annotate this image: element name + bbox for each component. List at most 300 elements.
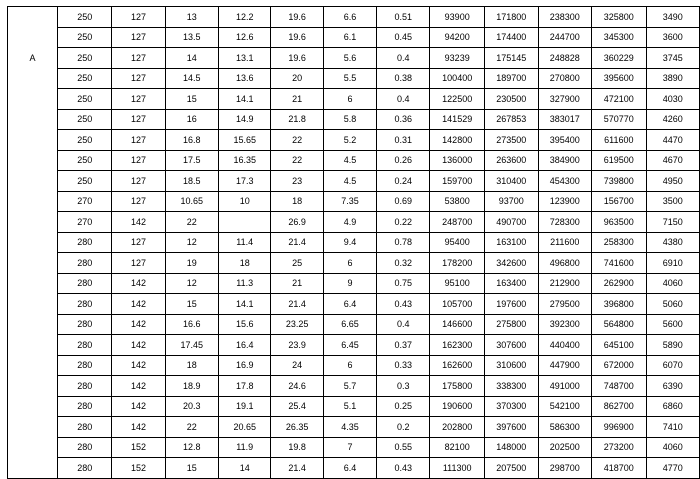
table-cell: 20.3: [165, 396, 218, 417]
group-label-cell: [8, 376, 58, 397]
table-cell: 280: [58, 314, 112, 335]
table-cell: 273200: [592, 437, 647, 458]
table-cell: 298700: [538, 458, 592, 479]
table-cell: 619500: [592, 150, 647, 171]
table-cell: 24.6: [271, 376, 323, 397]
table-row: [8, 212, 700, 233]
table-cell: 23: [271, 171, 323, 192]
table-cell: 127: [112, 232, 165, 253]
table-cell: 4.9: [323, 212, 376, 233]
table-cell: 270: [58, 212, 112, 233]
table-cell: 496800: [538, 253, 592, 274]
table-cell: 127: [112, 171, 165, 192]
table-cell: 570770: [592, 109, 647, 130]
group-label-cell: [8, 355, 58, 376]
table-cell: 24: [271, 355, 323, 376]
table-row: [8, 294, 700, 315]
table-cell: 148000: [484, 437, 538, 458]
table-cell: 23.9: [271, 335, 323, 356]
group-label-cell: [8, 191, 58, 212]
table-cell: 22: [271, 150, 323, 171]
table-cell: 175145: [484, 48, 538, 69]
table-cell: 564800: [592, 314, 647, 335]
table-cell: 93700: [484, 191, 538, 212]
table-cell: 273500: [484, 130, 538, 151]
table-cell: 395600: [592, 68, 647, 89]
table-cell: 280: [58, 376, 112, 397]
table-cell: 4030: [646, 89, 699, 110]
table-cell: 6910: [646, 253, 699, 274]
table-cell: 6860: [646, 396, 699, 417]
table-cell: 728300: [538, 212, 592, 233]
table-row: [8, 89, 700, 110]
table-cell: 5.8: [323, 109, 376, 130]
table-cell: 6.1: [323, 27, 376, 48]
group-label-cell: [8, 458, 58, 479]
group-label-cell: [8, 68, 58, 89]
table-cell: 15: [165, 89, 218, 110]
table-cell: 250: [58, 109, 112, 130]
table-cell: 127: [112, 191, 165, 212]
table-row: [8, 458, 700, 479]
table-cell: 16.6: [165, 314, 218, 335]
table-cell: 739800: [592, 171, 647, 192]
table-cell: 327900: [538, 89, 592, 110]
table-cell: 22: [271, 130, 323, 151]
table-cell: 3490: [646, 7, 699, 28]
table-cell: 275800: [484, 314, 538, 335]
table-cell: 6.4: [323, 294, 376, 315]
table-cell: 26.9: [271, 212, 323, 233]
table-cell: 6390: [646, 376, 699, 397]
table-cell: 248700: [430, 212, 485, 233]
table-cell: 4260: [646, 109, 699, 130]
table-cell: 152: [112, 437, 165, 458]
table-cell: 0.33: [377, 355, 430, 376]
table-cell: 15: [165, 294, 218, 315]
table-cell: 862700: [592, 396, 647, 417]
table-cell: 244700: [538, 27, 592, 48]
table-cell: 127: [112, 48, 165, 69]
table-cell: 174400: [484, 27, 538, 48]
table-cell: 19.6: [271, 27, 323, 48]
table-cell: 307600: [484, 335, 538, 356]
table-cell: 0.32: [377, 253, 430, 274]
table-cell: 4380: [646, 232, 699, 253]
table-cell: 142: [112, 417, 165, 438]
table-cell: 21: [271, 273, 323, 294]
table-cell: 542100: [538, 396, 592, 417]
table-cell: 310600: [484, 355, 538, 376]
table-cell: 0.75: [377, 273, 430, 294]
table-cell: 162300: [430, 335, 485, 356]
table-cell: 0.24: [377, 171, 430, 192]
table-row: [8, 150, 700, 171]
table-cell: 7410: [646, 417, 699, 438]
table-cell: 342600: [484, 253, 538, 274]
table-cell: 142: [112, 294, 165, 315]
table-cell: 4670: [646, 150, 699, 171]
table-cell: 6070: [646, 355, 699, 376]
table-cell: 142: [112, 396, 165, 417]
table-cell: 175800: [430, 376, 485, 397]
table-cell: 20.65: [219, 417, 271, 438]
table-row: [8, 355, 700, 376]
table-cell: 238300: [538, 7, 592, 28]
table-cell: 146600: [430, 314, 485, 335]
table-cell: 7: [323, 437, 376, 458]
table-cell: 26.35: [271, 417, 323, 438]
table-cell: 21.4: [271, 232, 323, 253]
table-cell: 162600: [430, 355, 485, 376]
table-cell: 384900: [538, 150, 592, 171]
table-cell: 280: [58, 458, 112, 479]
table-cell: 18.9: [165, 376, 218, 397]
table-cell: 0.78: [377, 232, 430, 253]
table-cell: 21.8: [271, 109, 323, 130]
table-cell: 491000: [538, 376, 592, 397]
table-cell: 197600: [484, 294, 538, 315]
table-cell: 9.4: [323, 232, 376, 253]
table-cell: 0.4: [377, 48, 430, 69]
table-cell: 142: [112, 273, 165, 294]
table-cell: 15.65: [219, 130, 271, 151]
table-cell: 250: [58, 171, 112, 192]
table-cell: 250: [58, 27, 112, 48]
table-cell: 3600: [646, 27, 699, 48]
table-cell: 280: [58, 417, 112, 438]
table-row: [8, 253, 700, 274]
group-label-cell: [8, 150, 58, 171]
table-cell: 586300: [538, 417, 592, 438]
group-label-cell: A: [8, 48, 58, 69]
table-cell: 280: [58, 355, 112, 376]
table-cell: 189700: [484, 68, 538, 89]
table-cell: 248828: [538, 48, 592, 69]
table-cell: 4770: [646, 458, 699, 479]
table-cell: 262900: [592, 273, 647, 294]
table-cell: 280: [58, 232, 112, 253]
table-cell: 202800: [430, 417, 485, 438]
table-cell: 396800: [592, 294, 647, 315]
table-cell: 14.1: [219, 89, 271, 110]
table-cell: 18: [165, 355, 218, 376]
table-cell: 211600: [538, 232, 592, 253]
table-cell: 23.25: [271, 314, 323, 335]
table-cell: 397600: [484, 417, 538, 438]
table-cell: 111300: [430, 458, 485, 479]
table-cell: 392300: [538, 314, 592, 335]
table-body: [8, 7, 700, 479]
table-cell: 17.5: [165, 150, 218, 171]
table-cell: 13: [165, 7, 218, 28]
table-cell: 13.5: [165, 27, 218, 48]
table-cell: 15.6: [219, 314, 271, 335]
table-cell: 250: [58, 130, 112, 151]
table-cell: 19.6: [271, 7, 323, 28]
table-cell: 95100: [430, 273, 485, 294]
table-cell: 18: [271, 191, 323, 212]
table-cell: 142: [112, 376, 165, 397]
table-row: [8, 191, 700, 212]
table-cell: 0.4: [377, 89, 430, 110]
table-cell: 345300: [592, 27, 647, 48]
table-row: [8, 68, 700, 89]
group-label-cell: [8, 253, 58, 274]
table-cell: 15: [165, 458, 218, 479]
table-cell: 0.26: [377, 150, 430, 171]
table-cell: 963500: [592, 212, 647, 233]
table-cell: 0.45: [377, 27, 430, 48]
table-cell: 0.2: [377, 417, 430, 438]
table-cell: 4060: [646, 437, 699, 458]
table-cell: 9: [323, 273, 376, 294]
table-cell: 0.31: [377, 130, 430, 151]
table-cell: 230500: [484, 89, 538, 110]
table-cell: 127: [112, 109, 165, 130]
table-row: [8, 109, 700, 130]
table-row: [8, 7, 700, 28]
table-cell: 7.35: [323, 191, 376, 212]
group-label-cell: [8, 7, 58, 28]
table-cell: 4950: [646, 171, 699, 192]
table-cell: 279500: [538, 294, 592, 315]
table-cell: 207500: [484, 458, 538, 479]
table-cell: 25: [271, 253, 323, 274]
table-cell: 6: [323, 355, 376, 376]
group-label-cell: [8, 314, 58, 335]
table-cell: 6: [323, 89, 376, 110]
table-cell: 6: [323, 253, 376, 274]
table-cell: 0.3: [377, 376, 430, 397]
table-cell: 447900: [538, 355, 592, 376]
table-cell: 16.4: [219, 335, 271, 356]
table-cell: 280: [58, 294, 112, 315]
table-cell: 19.8: [271, 437, 323, 458]
table-cell: 250: [58, 89, 112, 110]
group-label-cell: [8, 27, 58, 48]
table-cell: 4.5: [323, 150, 376, 171]
table-cell: 490700: [484, 212, 538, 233]
table-cell: 14: [219, 458, 271, 479]
table-cell: 250: [58, 48, 112, 69]
table-cell: 12.8: [165, 437, 218, 458]
table-cell: 6.65: [323, 314, 376, 335]
table-cell: 0.38: [377, 68, 430, 89]
table-cell: 0.37: [377, 335, 430, 356]
table-cell: 122500: [430, 89, 485, 110]
table-cell: 12.6: [219, 27, 271, 48]
table-cell: 159700: [430, 171, 485, 192]
table-cell: 123900: [538, 191, 592, 212]
table-cell: 212900: [538, 273, 592, 294]
table-cell: 383017: [538, 109, 592, 130]
table-cell: 310400: [484, 171, 538, 192]
table-cell: 127: [112, 68, 165, 89]
table-cell: 0.25: [377, 396, 430, 417]
group-label-cell: [8, 232, 58, 253]
table-cell: 5.7: [323, 376, 376, 397]
table-cell: 127: [112, 253, 165, 274]
table-cell: 472100: [592, 89, 647, 110]
table-cell: 3500: [646, 191, 699, 212]
table-cell: 6.45: [323, 335, 376, 356]
table-cell: 12: [165, 273, 218, 294]
table-cell: 996900: [592, 417, 647, 438]
table-cell: 17.3: [219, 171, 271, 192]
table-cell: 18: [219, 253, 271, 274]
table-cell: 10: [219, 191, 271, 212]
table-cell: 16: [165, 109, 218, 130]
table-cell: 127: [112, 7, 165, 28]
group-label-cell: [8, 396, 58, 417]
table-cell: 6.4: [323, 458, 376, 479]
group-label-cell: [8, 335, 58, 356]
table-row: [8, 48, 700, 69]
table-cell: 127: [112, 150, 165, 171]
table-cell: 142: [112, 335, 165, 356]
group-label-cell: [8, 273, 58, 294]
table-cell: 22: [165, 417, 218, 438]
table-cell: 5890: [646, 335, 699, 356]
table-cell: 3890: [646, 68, 699, 89]
data-table: [7, 6, 700, 479]
table-cell: 21.4: [271, 294, 323, 315]
table-cell: 3745: [646, 48, 699, 69]
table-cell: 13.6: [219, 68, 271, 89]
group-label-cell: [8, 109, 58, 130]
table-cell: 14.9: [219, 109, 271, 130]
table-cell: 338300: [484, 376, 538, 397]
table-cell: 18.5: [165, 171, 218, 192]
table-cell: 21: [271, 89, 323, 110]
table-cell: 16.9: [219, 355, 271, 376]
table-cell: 93239: [430, 48, 485, 69]
table-cell: 105700: [430, 294, 485, 315]
table-cell: 0.43: [377, 294, 430, 315]
table-cell: 5.5: [323, 68, 376, 89]
table-cell: 12: [165, 232, 218, 253]
table-row: [8, 335, 700, 356]
table-cell: 748700: [592, 376, 647, 397]
group-label-cell: [8, 294, 58, 315]
table-cell: 142: [112, 314, 165, 335]
table-cell: 156700: [592, 191, 647, 212]
table-cell: 270: [58, 191, 112, 212]
table-row: [8, 396, 700, 417]
table-cell: 4.5: [323, 171, 376, 192]
table-cell: 178200: [430, 253, 485, 274]
table-cell: 250: [58, 7, 112, 28]
table-cell: 5060: [646, 294, 699, 315]
table-cell: 20: [271, 68, 323, 89]
table-cell: 0.22: [377, 212, 430, 233]
table-cell: 21.4: [271, 458, 323, 479]
table-cell: 142: [112, 355, 165, 376]
table-cell: 22: [165, 212, 218, 233]
table-cell: 202500: [538, 437, 592, 458]
table-cell: 19: [165, 253, 218, 274]
table-cell: 418700: [592, 458, 647, 479]
table-cell: 5.2: [323, 130, 376, 151]
table-cell: 0.4: [377, 314, 430, 335]
table-row: [8, 232, 700, 253]
table-cell: 5.6: [323, 48, 376, 69]
group-label-cell: [8, 437, 58, 458]
table-cell: 250: [58, 150, 112, 171]
table-cell: 0.51: [377, 7, 430, 28]
table-cell: 325800: [592, 7, 647, 28]
table-cell: 14: [165, 48, 218, 69]
table-row: [8, 130, 700, 151]
table-row: [8, 376, 700, 397]
table-cell: 270800: [538, 68, 592, 89]
table-cell: 142: [112, 212, 165, 233]
group-label-cell: [8, 89, 58, 110]
table-cell: 100400: [430, 68, 485, 89]
table-cell: 136000: [430, 150, 485, 171]
table-cell: 280: [58, 273, 112, 294]
table-cell: 25.4: [271, 396, 323, 417]
table-cell: 14.1: [219, 294, 271, 315]
table-cell: 280: [58, 396, 112, 417]
table-cell: 16.35: [219, 150, 271, 171]
table-cell: 267853: [484, 109, 538, 130]
table-cell: 4.35: [323, 417, 376, 438]
table-cell: 141529: [430, 109, 485, 130]
table-cell: 280: [58, 437, 112, 458]
table-cell: 11.9: [219, 437, 271, 458]
table-row: [8, 314, 700, 335]
table-cell: 360229: [592, 48, 647, 69]
table-cell: 440400: [538, 335, 592, 356]
table-cell: 672000: [592, 355, 647, 376]
table-cell: 16.8: [165, 130, 218, 151]
table-cell: 19.1: [219, 396, 271, 417]
table-row: [8, 417, 700, 438]
table-cell: 0.36: [377, 109, 430, 130]
table-cell: 5600: [646, 314, 699, 335]
table-row: [8, 437, 700, 458]
table-cell: 152: [112, 458, 165, 479]
table-cell: 611600: [592, 130, 647, 151]
group-label-cell: [8, 212, 58, 233]
table-cell: 395400: [538, 130, 592, 151]
table-cell: 95400: [430, 232, 485, 253]
group-label-cell: [8, 171, 58, 192]
table-cell: 12.2: [219, 7, 271, 28]
table-row: [8, 27, 700, 48]
table-cell: 13.1: [219, 48, 271, 69]
group-label-cell: [8, 130, 58, 151]
table-cell: 741600: [592, 253, 647, 274]
table-cell: 7150: [646, 212, 699, 233]
table-cell: 6.6: [323, 7, 376, 28]
table-cell: 163100: [484, 232, 538, 253]
table-cell: 280: [58, 253, 112, 274]
table-cell: 94200: [430, 27, 485, 48]
table-cell: 0.55: [377, 437, 430, 458]
table-cell: 53800: [430, 191, 485, 212]
table-cell: 142800: [430, 130, 485, 151]
table-cell: 250: [58, 68, 112, 89]
table-cell: 93900: [430, 7, 485, 28]
table-cell: 190600: [430, 396, 485, 417]
table-row: [8, 273, 700, 294]
table-cell: 19.6: [271, 48, 323, 69]
table-cell: 0.69: [377, 191, 430, 212]
table-cell: 645100: [592, 335, 647, 356]
